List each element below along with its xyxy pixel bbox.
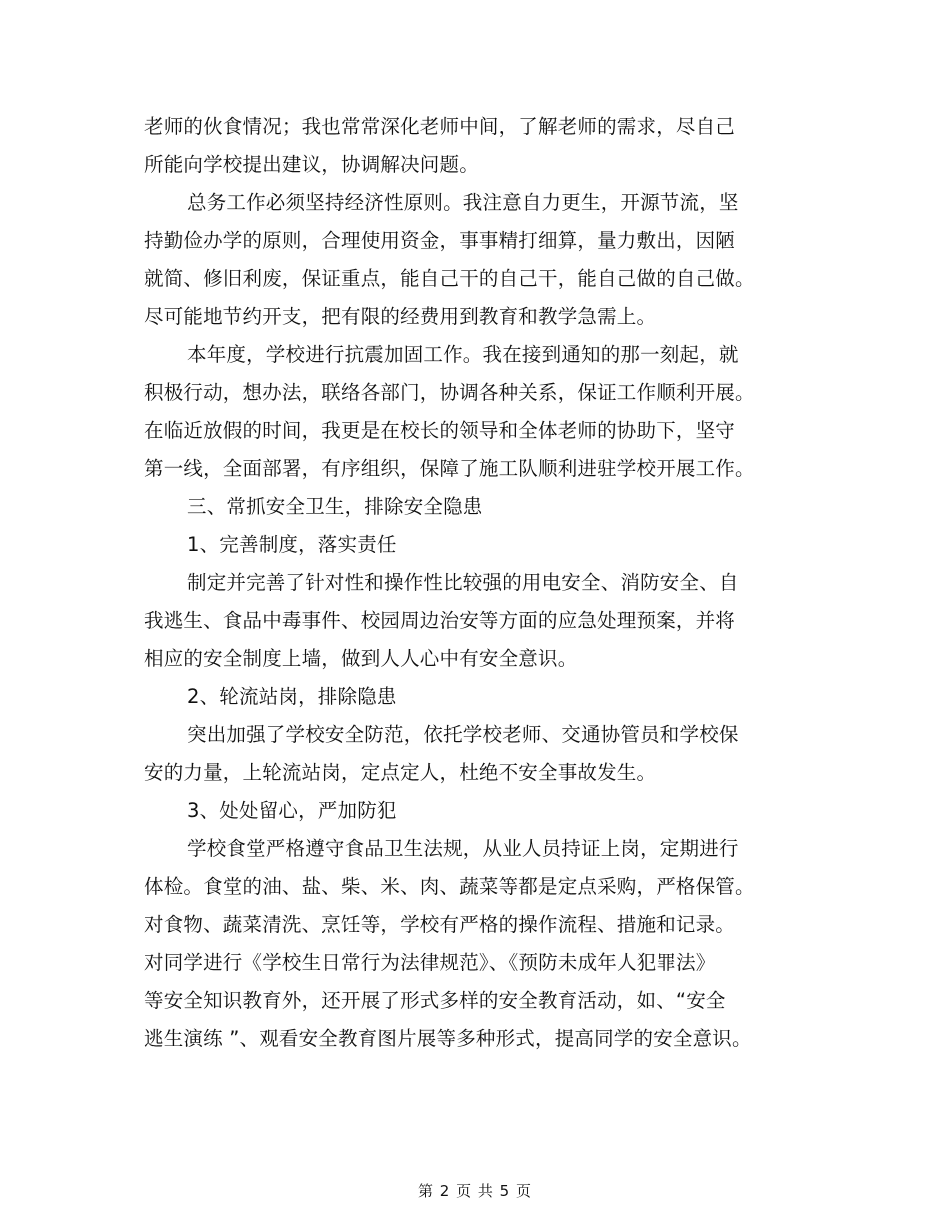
- page-number-footer: 第 2 页 共 5 页: [418, 1182, 532, 1200]
- text-line: 尽可能地节约开支，把有限的经费用到教育和教学急需上。: [144, 305, 657, 328]
- paragraph-start-line: 制定并完善了针对性和操作性比较强的用电安全、消防安全、自: [187, 571, 739, 594]
- paragraph-start-line: 总务工作必须坚持经济性原则。我注意自力更生，开源节流，坚: [187, 191, 739, 214]
- text-line: 对食物、蔬菜清洗、烹饪等，学校有严格的操作流程、措施和记录。: [144, 913, 736, 936]
- text-line: 我逃生、食品中毒事件、校园周边治安等方面的应急处理预案，并将: [144, 609, 736, 632]
- paragraph-start-line: 学校食堂严格遵守食品卫生法规，从业人员持证上岗，定期进行: [187, 837, 739, 860]
- text-line: 第一线，全面部署，有序组织，保障了施工队顺利进驻学校开展工作。: [144, 457, 755, 480]
- subsection-heading: 3、处处留心，严加防犯: [187, 799, 397, 822]
- text-line: 等安全知识教育外，还开展了形式多样的安全教育活动，如、“安全: [144, 989, 726, 1012]
- text-line: 逃生演练 ”、观看安全教育图片展等多种形式，提高同学的安全意识。: [144, 1027, 752, 1050]
- subsection-heading: 2、轮流站岗，排除隐患: [187, 685, 397, 708]
- text-line: 持勤俭办学的原则，合理使用资金，事事精打细算，量力敷出，因陋: [144, 229, 736, 252]
- text-line: 老师的伙食情况；我也常常深化老师中间，了解老师的需求，尽自己: [144, 115, 736, 138]
- text-line: 在临近放假的时间，我更是在校长的领导和全体老师的协助下，坚守: [144, 419, 736, 442]
- paragraph-start-line: 本年度，学校进行抗震加固工作。我在接到通知的那一刻起，就: [187, 343, 739, 366]
- paragraph-start-line: 突出加强了学校安全防范，依托学校老师、交通协管员和学校保: [187, 723, 739, 746]
- text-line: 就简、修旧利废，保证重点，能自己干的自己干，能自己做的自己做。: [144, 267, 755, 290]
- text-line: 相应的安全制度上墙，做到人人心中有安全意识。: [144, 647, 578, 670]
- text-line: 对同学进行《学校生日常行为法律规范》、《预防未成年人犯罪法》: [144, 951, 716, 974]
- text-line: 体检。食堂的油、盐、柴、米、肉、蔬菜等都是定点采购，严格保管。: [144, 875, 755, 898]
- text-line: 所能向学校提出建议，协调解决问题。: [144, 153, 479, 176]
- document-body: [144, 108, 824, 1058]
- subsection-heading: 1、完善制度，落实责任: [187, 533, 397, 556]
- text-line: 积极行动，想办法，联络各部门，协调各种关系，保证工作顺利开展。: [144, 381, 755, 404]
- text-line: 安的力量，上轮流站岗，定点定人，杜绝不安全事故发生。: [144, 761, 657, 784]
- section-heading: 三、常抓安全卫生，排除安全隐患: [187, 495, 483, 518]
